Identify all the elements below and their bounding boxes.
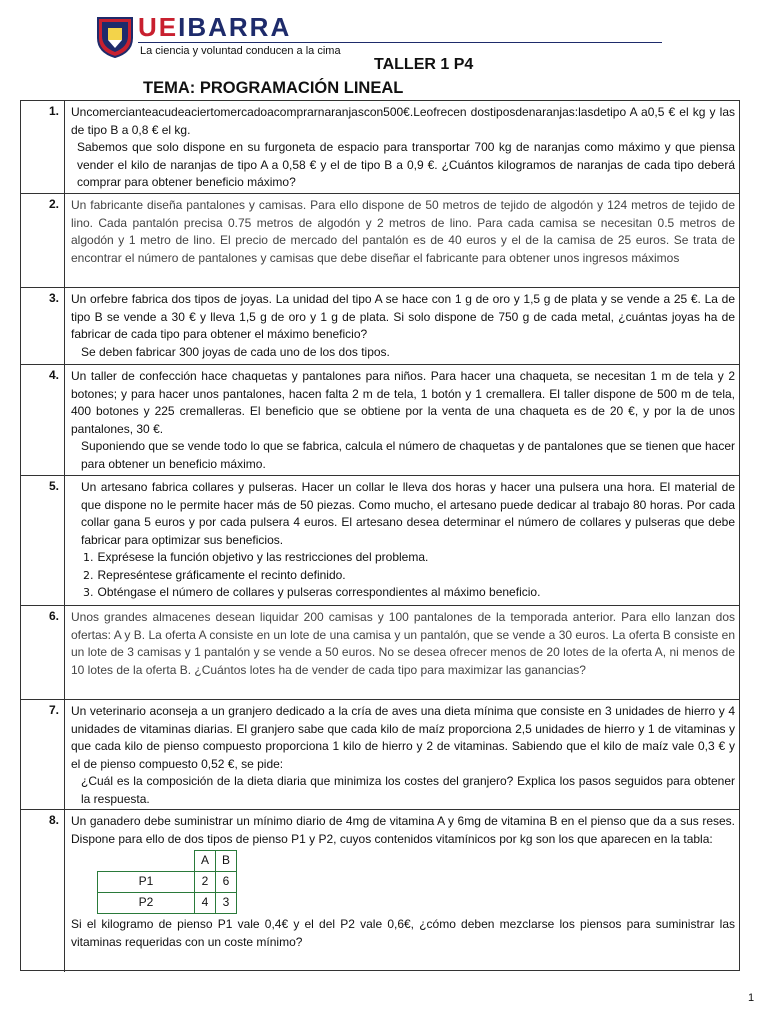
exercise-row-6 [21,605,739,699]
exercise-answer: Se deben fabricar 300 joyas de cada uno de los dos tipos. [81,344,390,359]
worksheet-title: TALLER 1 P4 [374,56,474,73]
exercise-text [71,104,735,192]
worksheet-topic: TEMA: PROGRAMACIÓN LINEAL [143,79,404,97]
table-row-label: P1 [98,872,195,893]
exercise-paragraph: Un taller de confección hace chaquetas y pantalones para niños. Para hacer una chaqueta, se necesitan 1 m de tela y 2 botones; y para hacer unos pantalones, hacen falta 2 m de tela, 1 botón y 1 cremallera. El taller dispone de 500 m de tela, 400 botones y 225 cremalleras. El beneficio que se obtiene por la venta de una chaqueta es de 20 €, y por la de unos pantalones, 30 €. [71,369,735,436]
exercise-paragraph: Uncomercianteacudeaciertomercadoacomprarnaranjascon500€.Leofrecen dostiposdenaranjas:lasdetipo A a0,5 € el kg y las de tipo B a 0,8 € el kg. [71,105,735,137]
exercise-paragraph: Sabemos que solo dispone en su furgoneta de espacio para transportar 700 kg de naranjas como máximo y que piensa vender el kilo de naranjas de tipo A a 0,58 € y el de tipo B a 0,9 €. ¿Cuántos kilogramos de naranjas de cada tipo deberá comprar para obtener beneficio máximo? [77,140,735,189]
exercise-row-4 [21,364,739,475]
exercise-row-3 [21,287,739,364]
exercise-number: 3. [21,288,65,364]
exercise-paragraph: Un fabricante diseña pantalones y camisas. Para ello dispone de 50 metros de tejido de algodón y 124 metros de tejido de lino. Cada pantalón precisa 0.75 metros de algodón y 2 metros de lino. Para cada camisa se necesitan 0.5 metros de algodón y 1 metro de lino. El precio de mercado del pantalón es de 40 euros y el de la camisa de 25 euros. Se trata de encontrar el número de pantalones y camisas que debe diseñar el fabricante para obtener unos ingresos máximos [71,198,735,265]
brand-divider [138,42,662,43]
exercise-row-8 [21,809,739,972]
table-cell: 3 [216,893,237,914]
exercise-paragraph: Un veterinario aconseja a un granjero dedicado a la cría de aves una dieta mínima que consiste en 3 unidades de hierro y 4 unidades de vitaminas diarias. El granjero sabe que cada kilo de maíz proporciona 2,5 unidades de hierro y 1 de vitaminas y que cada kilo de pienso compuesto proporciona 1 kilo de hierro y 2 de vitaminas. Sabiendo que el kilo de maíz vale 0,3 € y el de pienso compuesto 0,52 €, se pide: [71,704,735,771]
exercise-text [71,291,735,361]
table-cell: 4 [195,893,216,914]
exercise-paragraph: Un artesano fabrica collares y pulseras. Hacer un collar le lleva dos horas y hacer una pulsera una hora. El material de que dispone no le permite hacer más de 50 piezas. Como mucho, el artesano puede dedicar al trabajo 80 horas. Por cada collar gana 5 euros y por cada pulsera 4 euros. El artesano desea determinar el número de collares y pulseras que debe fabricar para optimizar sus beneficios. [81,480,735,547]
table-cell: 2 [195,872,216,893]
exercise-number: 4. [21,365,65,475]
exercise-paragraph: Unos grandes almacenes desean liquidar 200 camisas y 100 pantalones de la temporada anterior. Para ello lanzan dos ofertas: A y B. La oferta A consiste en un lote de una camisa y un pantalón, que se vende a 30 euros. La oferta B consiste en un lote de 3 camisas y 1 pantalón y se vende a 50 euros. No se desea ofrecer menos de 20 lotes de la oferta A, ni menos de 10 lotes de la oferta B. ¿Cuántos lotes ha de vender de cada tipo para maximizar las ganancias? [71,610,735,677]
exercise-text [71,703,735,808]
school-crest-icon [96,14,134,58]
exercise-text [71,197,735,267]
table-header-cell: A [195,851,216,872]
exercise-number: 7. [21,700,65,809]
exercise-number: 5. [21,476,65,605]
exercise-number: 1. [21,101,65,193]
list-item: 3. Obténgase el número de collares y pulseras correspondientes al máximo beneficio. [83,585,541,599]
exercise-text [71,368,735,473]
list-item: 2. Represéntese gráficamente el recinto definido. [83,567,346,582]
school-tagline: La ciencia y voluntad conducen a la cima [140,45,341,57]
exercise-text [71,479,735,602]
school-logo-header [96,12,662,60]
school-brand-name: UEIBARRA [138,12,292,42]
table-row-label: P2 [98,893,195,914]
exercise-row-7 [21,699,739,809]
exercise-paragraph: Suponiendo que se vende todo lo que se fabrica, calcula el número de chaquetas y de pantalones que se tienen que hacer para obtener un beneficio máximo. [81,439,735,471]
exercise-table [20,100,740,971]
exercise-number: 8. [21,810,65,972]
exercise-paragraph: Un ganadero debe suministrar un mínimo diario de 4mg de vitamina A y 6mg de vitamina B en el pienso que da a sus reses. Dispone para ello de dos tipos de pienso P1 y P2, cuyos contenidos vitamínicos por kg son los que aparecen en la tabla: [71,814,735,846]
exercise-row-2 [21,193,739,287]
exercise-text [71,813,735,951]
exercise-row-1 [21,101,739,193]
exercise-paragraph: Un orfebre fabrica dos tipos de joyas. La unidad del tipo A se hace con 1 g de oro y 1,5 g de plata y se vende a 25 €. La de tipo B se vende a 30 € y lleva 1,5 g de oro y 1 g de plata. Si solo dispone de 750 g de cada metal, ¿cuántas joyas ha de fabricar de cada tipo para obtener el máximo beneficio? [71,292,735,341]
table-cell: 6 [216,872,237,893]
exercise-text [71,609,735,679]
list-item: 1. Exprésese la función objetivo y las restricciones del problema. [83,550,429,564]
exercise-paragraph: Si el kilogramo de pienso P1 vale 0,4€ y el del P2 vale 0,6€, ¿cómo deben mezclarse los piensos para suministrar las vitaminas requeridas con un coste mínimo? [71,917,735,949]
exercise-sublist [71,549,735,602]
table-corner [98,851,195,872]
table-header-row [98,851,237,872]
page-number: 1 [748,992,755,1004]
exercise-paragraph: ¿Cuál es la composición de la dieta diaria que minimiza los costes del granjero? Explica los pasos seguidos para obtener la respuesta. [81,774,735,806]
exercise-number: 6. [21,606,65,699]
table-row [98,893,237,914]
exercise-number: 2. [21,194,65,287]
table-row [98,872,237,893]
vitamin-content-table [97,850,237,914]
table-header-cell: B [216,851,237,872]
exercise-row-5 [21,475,739,605]
